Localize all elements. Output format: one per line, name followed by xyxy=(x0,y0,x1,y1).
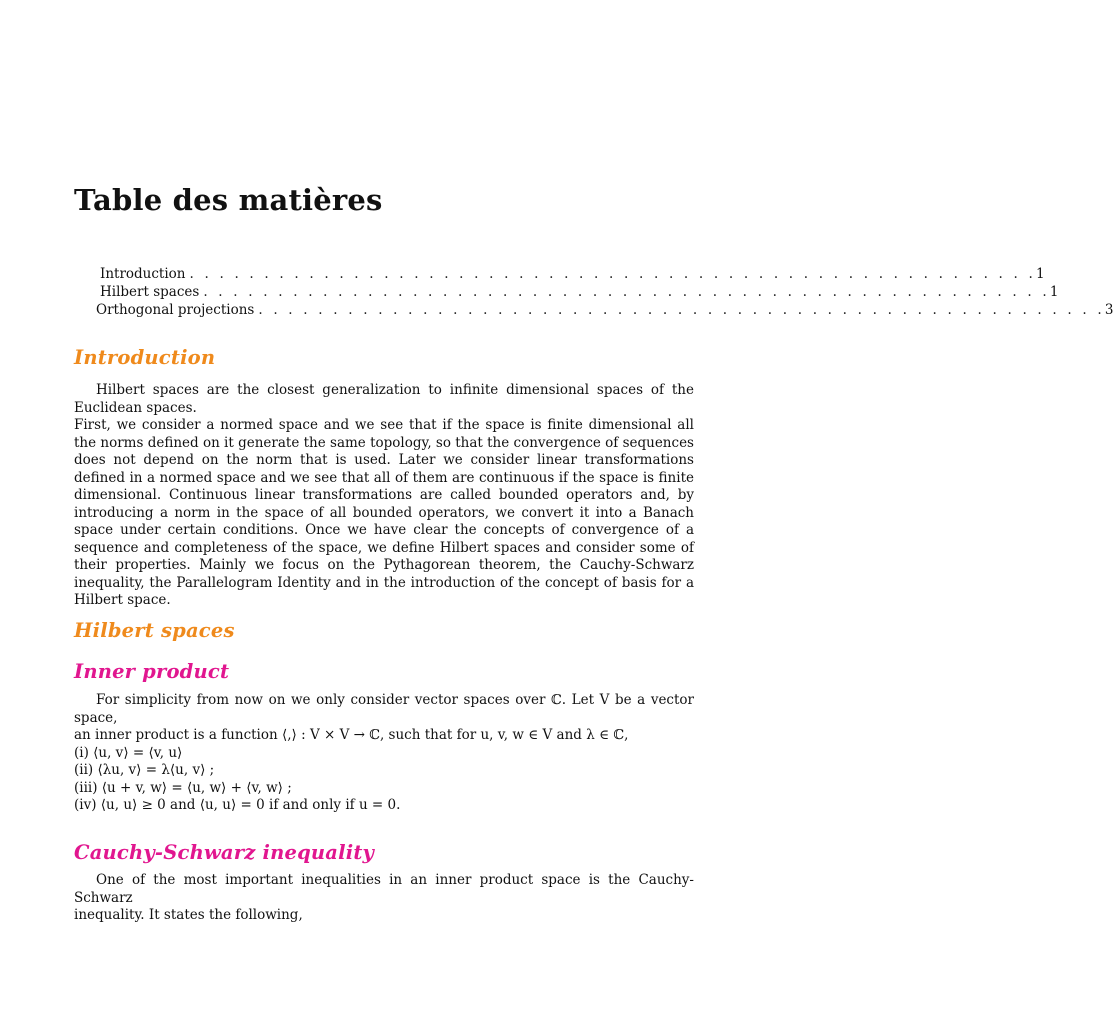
table-of-contents xyxy=(96,266,1113,320)
inner-product-definition xyxy=(74,692,694,815)
toc-entry-introduction[interactable] xyxy=(96,266,1045,284)
toc-leader-dots: . . . . . . . . . . . . . . . . . . . . . . . . . . . . . . . . . . . . . . . . . . . . . . . . . . . . . . . . . xyxy=(189,266,1037,282)
section-heading-hilbert-spaces: Hilbert spaces xyxy=(74,619,235,642)
toc-entry-page: 1 xyxy=(1036,266,1045,282)
inner-product-intro-line: For simplicity from now on we only consider vector spaces over ℂ. Let V be a vector space, xyxy=(74,692,694,726)
axiom-homogeneity: (ii) ⟨λu, v⟩ = λ⟨u, v⟩ ; xyxy=(74,762,215,778)
toc-entry-label: Introduction xyxy=(100,266,186,282)
axiom-additivity: (iii) ⟨u + v, w⟩ = ⟨u, w⟩ + ⟨v, w⟩ ; xyxy=(74,779,292,796)
subsection-heading-cauchy-schwarz: Cauchy-Schwarz inequality xyxy=(74,841,375,864)
toc-entry-page: 3 xyxy=(1104,302,1113,318)
toc-leader-dots: . . . . . . . . . . . . . . . . . . . . . . . . . . . . . . . . . . . . . . . . . . . . . . . . . . . . . . . . . xyxy=(258,302,1105,318)
subsection-heading-inner-product: Inner product xyxy=(74,660,230,683)
section-heading-introduction: Introduction xyxy=(74,346,216,369)
toc-entry-page: 1 xyxy=(1049,284,1059,300)
cauchy-schwarz-line: inequality. It states the following, xyxy=(74,907,303,923)
toc-entry-hilbert-spaces[interactable] xyxy=(96,284,1059,302)
introduction-paragraph-1: Hilbert spaces are the closest generalization to infinite dimensional spaces of the Euclidean spaces. xyxy=(74,382,694,416)
introduction-paragraph-2: First, we consider a normed space and we see that if the space is finite dimensional all the norms defined on it generate the same topology, so that the convergence of sequences does not depend on the norm that is used. Later we consider linear transformations defined in a normed space and we see that all of them are continuous if the space is finite dimensional. Continuous linear transformations are called bounded operators and, by introducing a norm in the space of all bounded operators, we convert it into a Banach space under certain conditions. Once we have clear the concepts of convergence of a sequence and completeness of the space, we define Hilbert spaces and consider some of their properties. Mainly we focus on the Pythagorean theorem, the Cauchy-Schwarz inequality, the Parallelogram Identity and in the introduction of the concept of basis for a Hilbert space. xyxy=(74,417,694,608)
toc-entry-label: Hilbert spaces xyxy=(100,284,200,300)
axiom-conjugate-symmetry: (i) ⟨u, v⟩ = ⟨v, u⟩ xyxy=(74,744,183,761)
toc-entry-orthogonal-projections[interactable] xyxy=(96,302,1113,320)
toc-title: Table des matières xyxy=(74,183,383,217)
inner-product-intro-line: an inner product is a function ⟨,⟩ : V × V → ℂ, such that for u, v, w ∈ V and λ ∈ ℂ, xyxy=(74,727,629,743)
cauchy-schwarz-line: One of the most important inequalities in an inner product space is the Cauchy-Schwarz xyxy=(74,872,694,906)
toc-entry-label: Orthogonal projections xyxy=(96,302,255,318)
axiom-positivity: (iv) ⟨u, u⟩ ≥ 0 and ⟨u, u⟩ = 0 if and only if u = 0. xyxy=(74,797,401,813)
cauchy-schwarz-paragraph xyxy=(74,872,694,925)
toc-leader-dots: . . . . . . . . . . . . . . . . . . . . . . . . . . . . . . . . . . . . . . . . . . . . . . . . . . . . . . . . . xyxy=(203,284,1050,300)
